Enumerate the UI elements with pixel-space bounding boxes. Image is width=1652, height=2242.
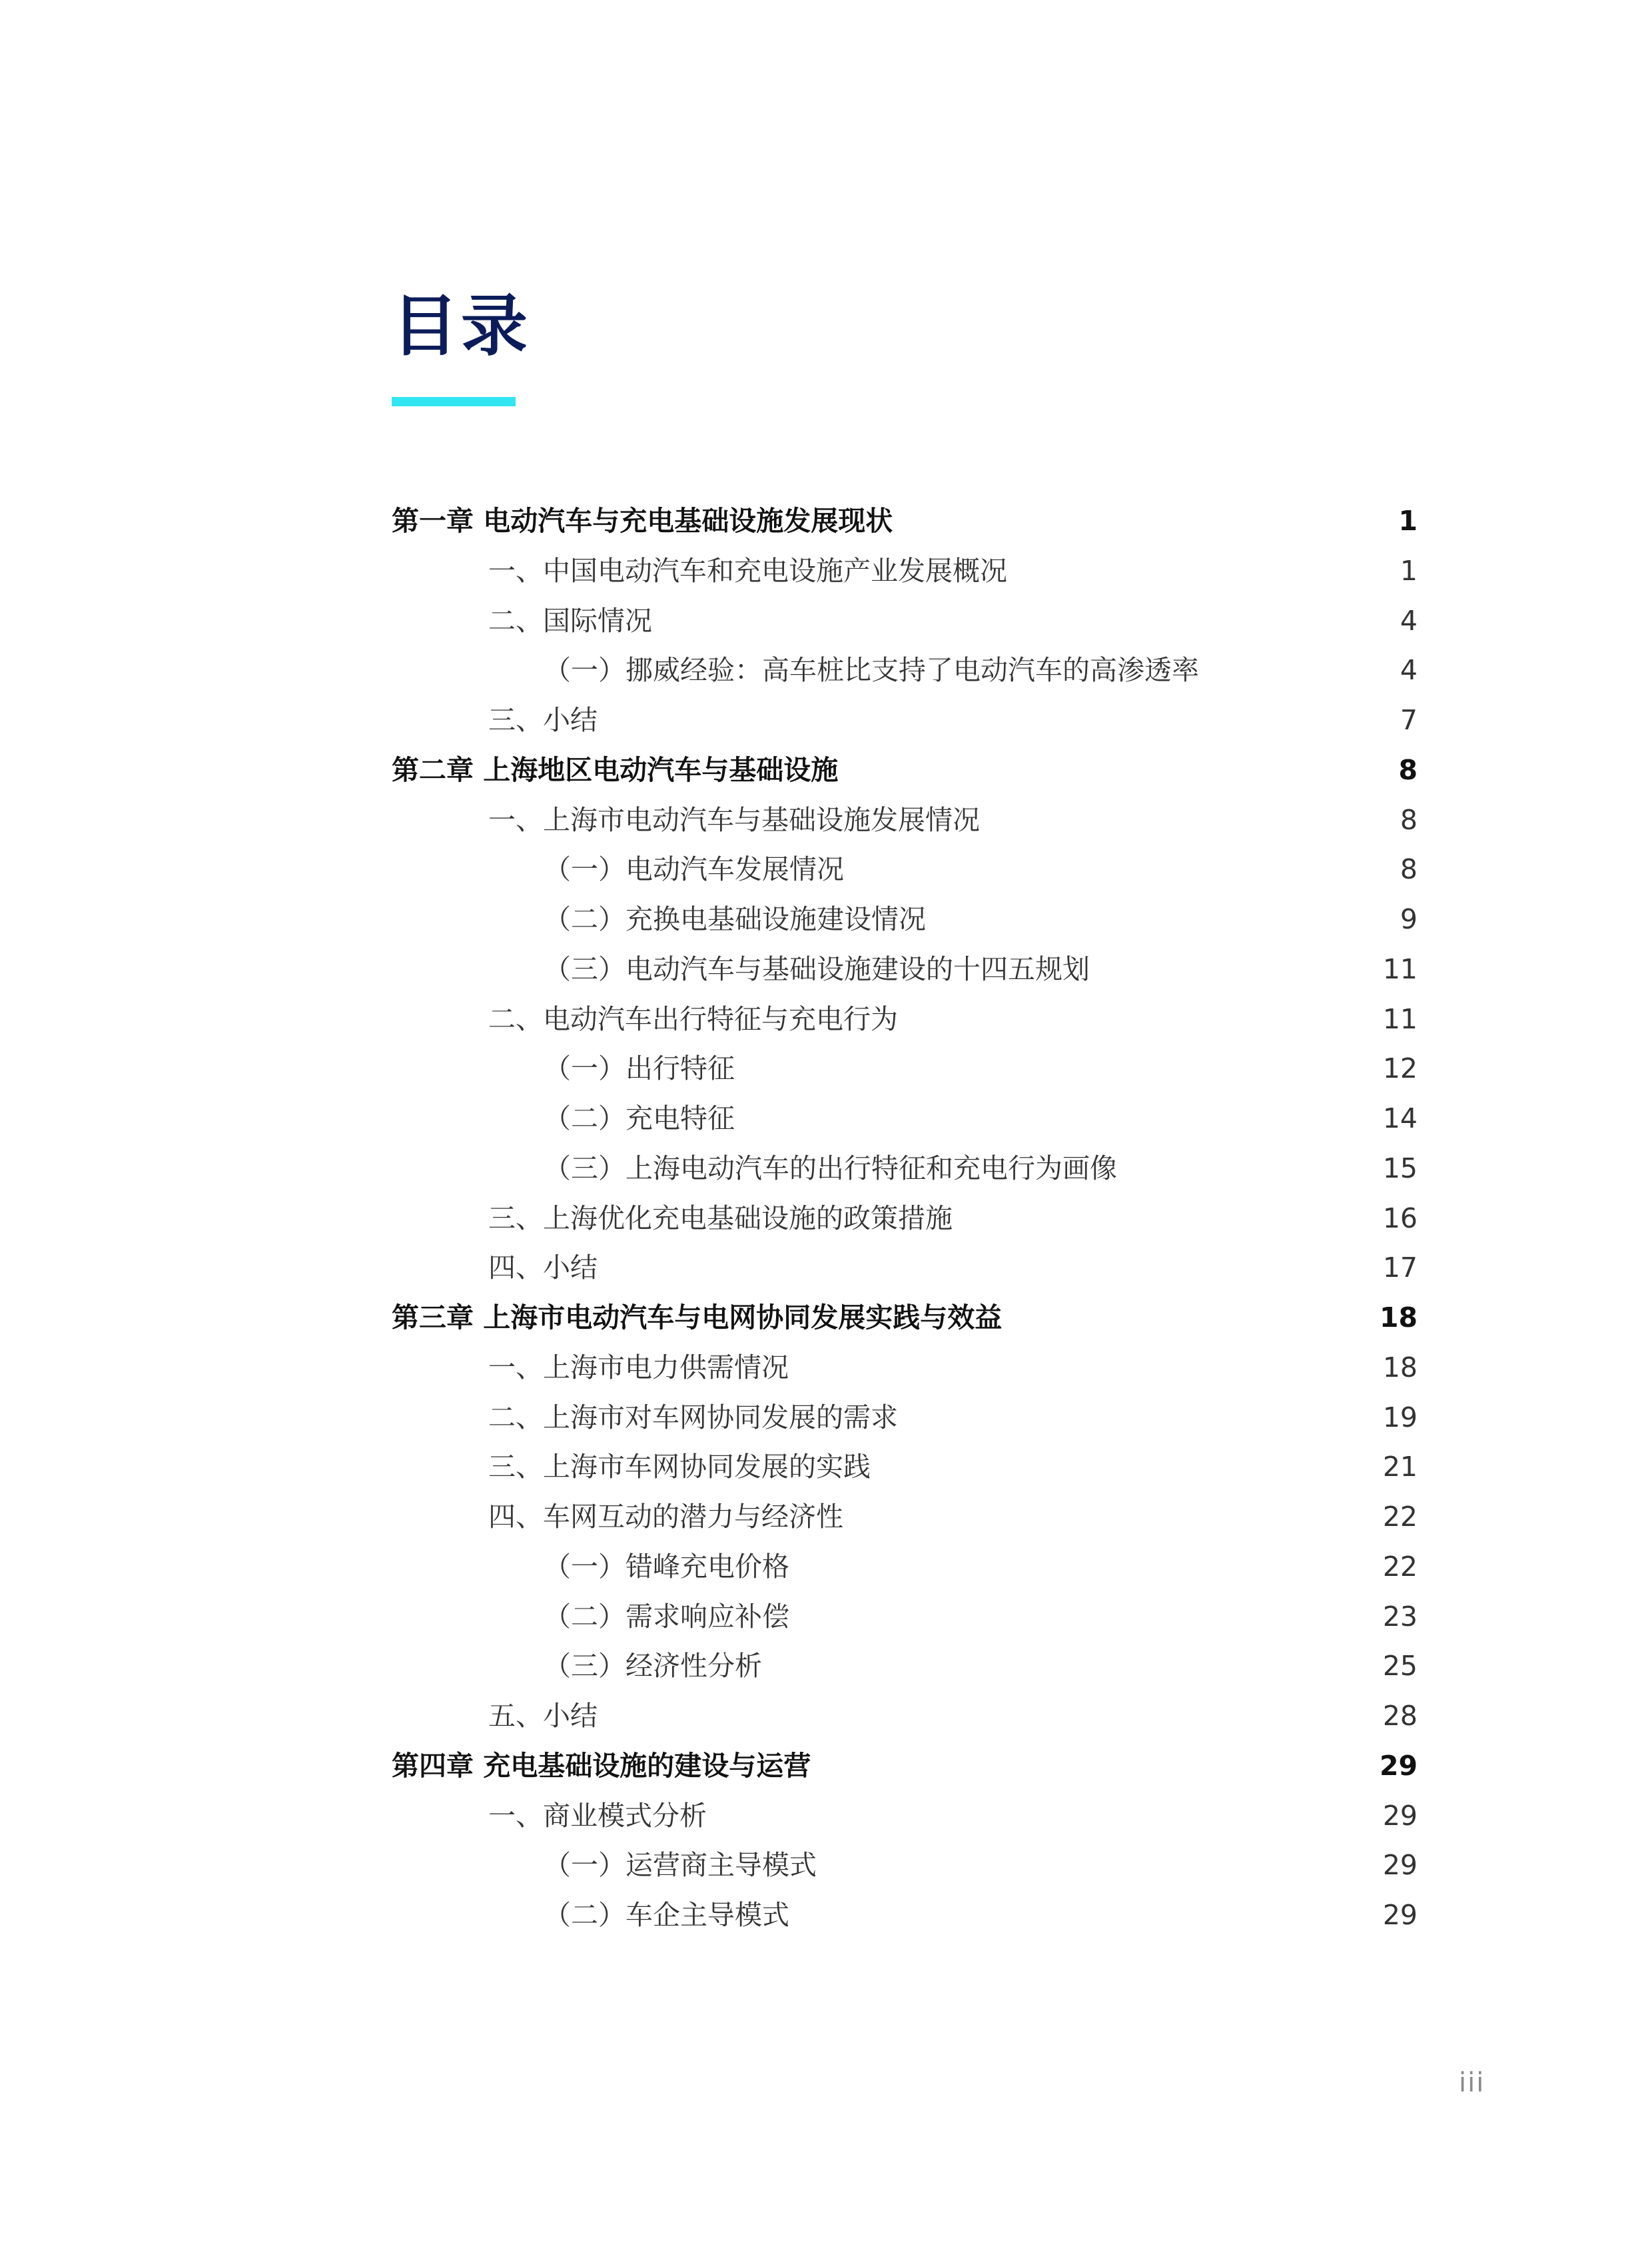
title-accent-bar: [392, 397, 516, 406]
toc-entry-page-number: 9: [1400, 903, 1418, 935]
toc-section-entry[interactable]: [392, 1495, 1418, 1545]
toc-entry-label: 第四章 充电基础设施的建设与运营: [392, 1749, 811, 1782]
toc-section-entry[interactable]: [392, 1197, 1418, 1247]
toc-subsection-entry[interactable]: [392, 1147, 1418, 1197]
toc-section-entry[interactable]: [392, 599, 1418, 649]
toc-entry-label: 四、小结: [488, 1252, 598, 1284]
toc-entry-label: （二）充换电基础设施建设情况: [544, 903, 926, 935]
toc-entry-label: 一、上海市电动汽车与基础设施发展情况: [488, 803, 980, 836]
toc-subsection-entry[interactable]: [392, 1844, 1418, 1894]
toc-entry-label: （一）电动汽车发展情况: [544, 853, 844, 886]
toc-entry-page-number: 18: [1382, 1351, 1418, 1383]
toc-chapter-entry[interactable]: [392, 1744, 1418, 1794]
toc-chapter-entry[interactable]: [392, 749, 1418, 799]
toc-entry-page-number: 4: [1400, 654, 1418, 687]
toc-entry-page-number: 22: [1382, 1550, 1418, 1583]
toc-subsection-entry[interactable]: [392, 1645, 1418, 1694]
toc-entry-label: （三）电动汽车与基础设施建设的十四五规划: [544, 952, 1090, 985]
toc-subsection-entry[interactable]: [392, 898, 1418, 948]
toc-section-entry[interactable]: [392, 550, 1418, 599]
toc-entry-label: 一、商业模式分析: [488, 1799, 707, 1832]
toc-entry-page-number: 29: [1382, 1799, 1418, 1832]
toc-entry-label: 一、中国电动汽车和充电设施产业发展概况: [488, 554, 1007, 587]
toc-entry-page-number: 29: [1379, 1749, 1418, 1782]
toc-subsection-entry[interactable]: [392, 1595, 1418, 1645]
toc-entry-page-number: 21: [1382, 1451, 1418, 1483]
toc-entry-page-number: 18: [1379, 1302, 1418, 1333]
toc-entry-label: 五、小结: [488, 1700, 598, 1732]
toc-entry-label: 第三章 上海市电动汽车与电网协同发展实践与效益: [392, 1302, 1003, 1333]
toc-section-entry[interactable]: [392, 1346, 1418, 1396]
toc-entry-page-number: 25: [1382, 1650, 1418, 1682]
toc-entry-page-number: 8: [1400, 803, 1418, 836]
toc-entry-page-number: 7: [1400, 704, 1418, 736]
toc-entry-page-number: 1: [1400, 554, 1418, 587]
toc-entry-page-number: 11: [1382, 952, 1418, 985]
toc-entry-page-number: 28: [1382, 1700, 1418, 1732]
page-title: 目录: [392, 287, 530, 365]
toc-entry-label: 二、电动汽车出行特征与充电行为: [488, 1002, 898, 1035]
toc-entry-page-number: 29: [1382, 1899, 1418, 1931]
toc-entry-page-number: 14: [1382, 1102, 1418, 1134]
toc-section-entry[interactable]: [392, 1694, 1418, 1744]
toc-section-entry[interactable]: [392, 1445, 1418, 1495]
toc-chapter-entry[interactable]: [392, 1296, 1418, 1346]
toc-entry-label: 四、车网互动的潜力与经济性: [488, 1501, 843, 1533]
toc-entry-label: （一）运营商主导模式: [544, 1849, 817, 1882]
toc-entry-page-number: 8: [1398, 753, 1418, 786]
toc-entry-label: 二、上海市对车网协同发展的需求: [488, 1401, 898, 1433]
toc-subsection-entry[interactable]: [392, 1545, 1418, 1595]
table-of-contents: [392, 500, 1418, 1944]
toc-subsection-entry[interactable]: [392, 1894, 1418, 1944]
toc-section-entry[interactable]: [392, 1246, 1418, 1296]
toc-section-entry[interactable]: [392, 799, 1418, 849]
toc-entry-page-number: 17: [1382, 1252, 1418, 1284]
toc-entry-page-number: 22: [1382, 1501, 1418, 1533]
toc-entry-label: 第二章 上海地区电动汽车与基础设施: [392, 753, 839, 786]
toc-chapter-entry[interactable]: [392, 500, 1418, 550]
toc-entry-label: （三）经济性分析: [544, 1650, 762, 1682]
toc-entry-page-number: 16: [1382, 1202, 1418, 1234]
toc-section-entry[interactable]: [392, 998, 1418, 1048]
toc-entry-page-number: 8: [1400, 853, 1418, 886]
toc-entry-label: （二）需求响应补偿: [544, 1600, 789, 1633]
toc-entry-label: （三）上海电动汽车的出行特征和充电行为画像: [544, 1152, 1117, 1184]
toc-entry-label: （一）出行特征: [544, 1052, 735, 1085]
toc-entry-label: （二）充电特征: [544, 1102, 735, 1134]
toc-entry-label: 第一章 电动汽车与充电基础设施发展现状: [392, 505, 893, 537]
toc-entry-label: 三、上海优化充电基础设施的政策措施: [488, 1202, 953, 1234]
toc-entry-page-number: 23: [1382, 1600, 1418, 1633]
page-number: iii: [1459, 2067, 1485, 2098]
toc-section-entry[interactable]: [392, 1396, 1418, 1446]
toc-subsection-entry[interactable]: [392, 848, 1418, 898]
toc-entry-page-number: 15: [1382, 1152, 1418, 1184]
toc-subsection-entry[interactable]: [392, 948, 1418, 998]
toc-entry-label: 二、国际情况: [488, 604, 652, 637]
toc-entry-page-number: 19: [1382, 1401, 1418, 1433]
toc-entry-label: （一）错峰充电价格: [544, 1550, 789, 1583]
toc-entry-page-number: 29: [1382, 1849, 1418, 1882]
toc-entry-label: 三、上海市车网协同发展的实践: [488, 1451, 871, 1483]
toc-section-entry[interactable]: [392, 699, 1418, 749]
toc-entry-label: （二）车企主导模式: [544, 1899, 789, 1931]
toc-entry-page-number: 12: [1382, 1052, 1418, 1085]
toc-subsection-entry[interactable]: [392, 1047, 1418, 1097]
toc-entry-page-number: 1: [1398, 505, 1418, 537]
toc-entry-label: （一）挪威经验：高车桩比支持了电动汽车的高渗透率: [544, 654, 1199, 687]
toc-entry-page-number: 4: [1400, 604, 1418, 637]
toc-entry-label: 一、上海市电力供需情况: [488, 1351, 789, 1383]
toc-entry-label: 三、小结: [488, 704, 598, 736]
toc-entry-page-number: 11: [1382, 1002, 1418, 1035]
toc-subsection-entry[interactable]: [392, 649, 1418, 699]
toc-subsection-entry[interactable]: [392, 1097, 1418, 1147]
toc-section-entry[interactable]: [392, 1794, 1418, 1844]
